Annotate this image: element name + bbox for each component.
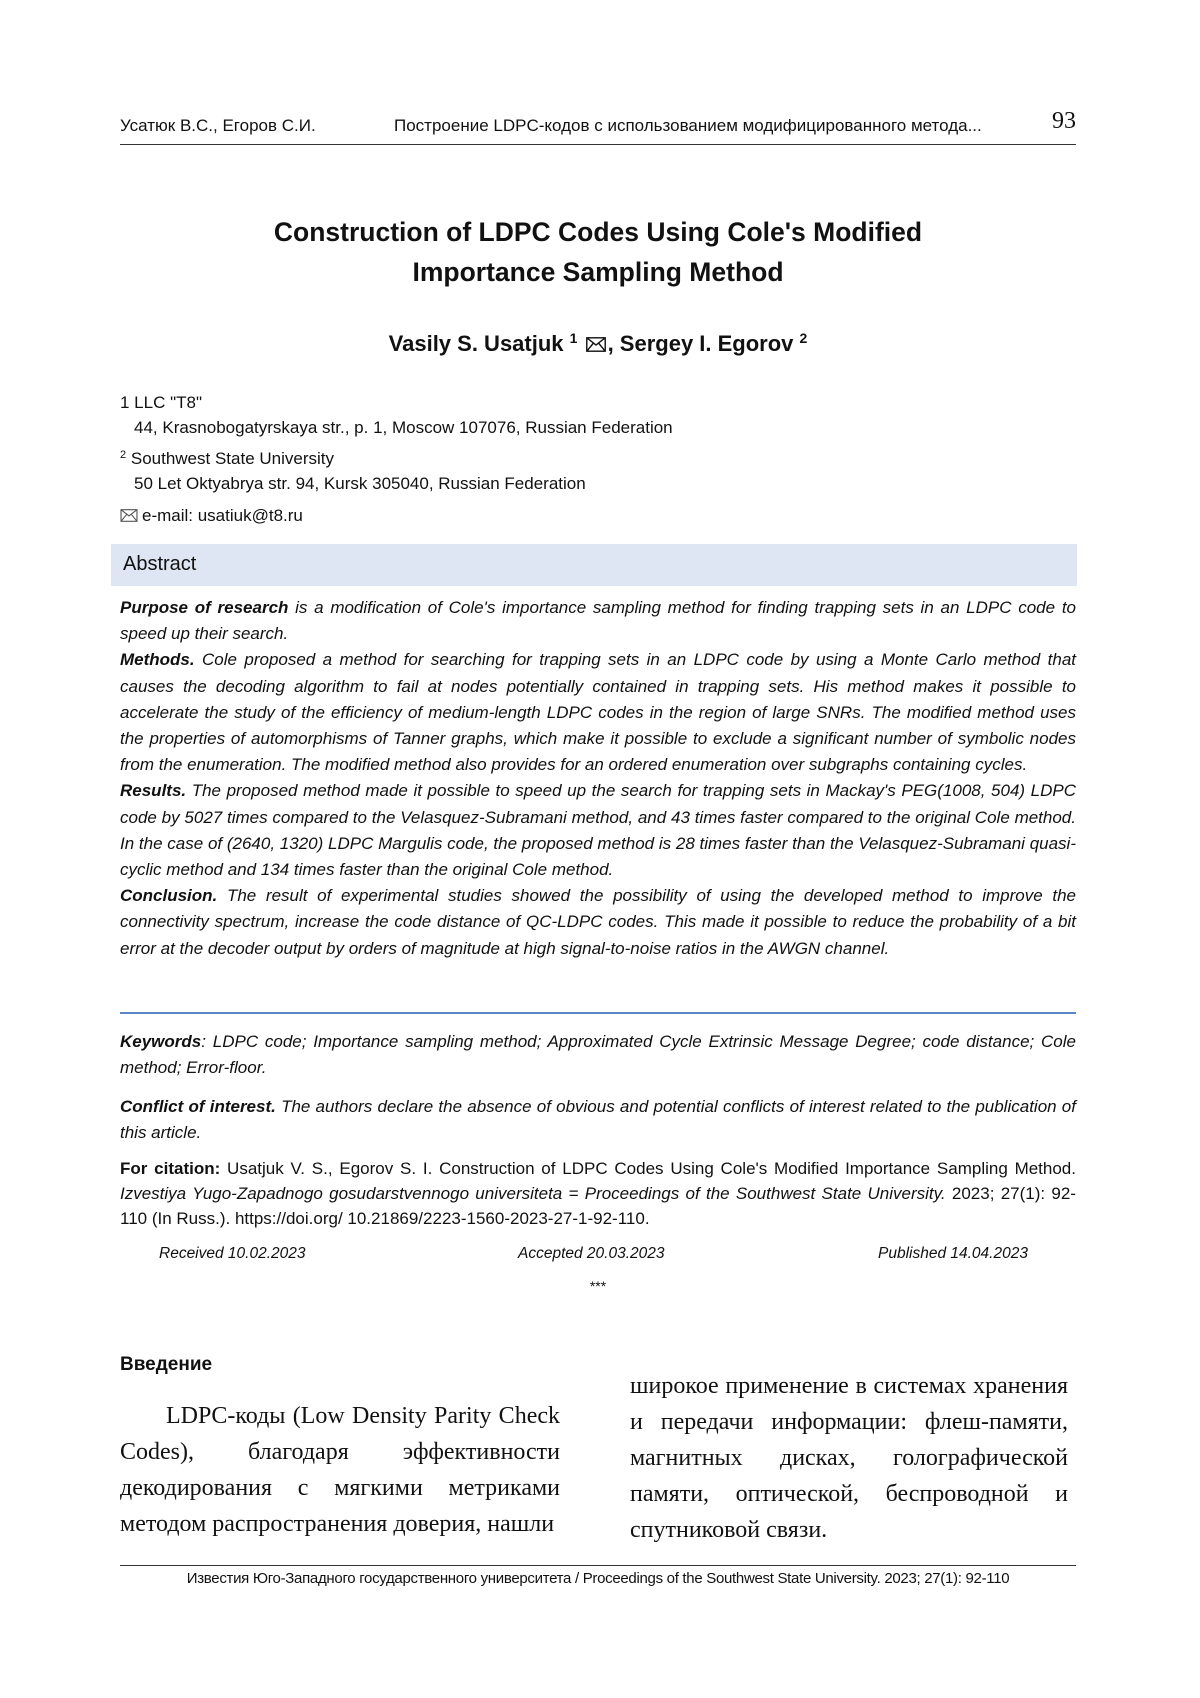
intro-right-column <box>630 1368 1068 1548</box>
abstract-results-text: The proposed method made it possible to speed up the search for trapping sets in Mackay's PEG(1008, 504) LDPC code by 5027 times compared to the Velasquez-Subramani method, and 43 times faster compared to the original Cole method. In the case of (2640, 1320) LDPC Margulis code, the proposed method is 28 times faster than the Velasquez-Subramani quasi-cyclic method and 134 times faster than the original Cole method. <box>120 781 1076 880</box>
journal-footer: Известия Юго-Западного государственного университета / Proceedings of the Southwest State University. 2023; 27(1): 92-110 <box>186 1570 1010 1587</box>
footer-rule <box>120 1565 1076 1566</box>
section-divider <box>120 1012 1076 1014</box>
conflict-label: Conflict of interest. <box>120 1097 276 1116</box>
section-stars: *** <box>589 1278 607 1294</box>
affiliation-name: Southwest State University <box>130 449 335 468</box>
abstract-body <box>120 595 1076 962</box>
abstract-results <box>120 778 1076 883</box>
abstract-methods-label: Methods. <box>120 650 195 670</box>
envelope-icon <box>586 337 606 352</box>
abstract-purpose-text: is a modification of Cole's importance sampling method for finding trapping sets in an LDPC code to speed up their search. <box>120 598 1076 644</box>
page-number: 93 <box>1052 108 1076 134</box>
affiliation-1 <box>120 390 673 440</box>
abstract-heading-bar <box>111 544 1077 586</box>
article-title-line2: Importance Sampling Method <box>412 257 784 287</box>
affiliation-address: 50 Let Oktyabrya str. 94, Kursk 305040, Russian Federation <box>134 474 586 493</box>
affiliation-marker: 2 <box>120 449 127 461</box>
citation-label: For citation: <box>120 1159 221 1178</box>
contact-email <box>120 506 303 526</box>
intro-left-column <box>120 1398 560 1542</box>
abstract-heading: Abstract <box>123 553 197 575</box>
abstract-methods-text: Cole proposed a method for searching for trapping sets in an LDPC code by using a Monte Carlo method that causes the decoding algorithm to fail at nodes potentially contained in trapping sets. His method makes it possible to accelerate the study of the efficiency of medium-length LDPC codes in the region of large SNRs. The modified method uses the properties of automorphisms of Tanner graphs, which make it possible to exclude a significant number of symbolic nodes from the enumeration. The modified method also provides for an ordered enumeration over subgraphs containing cycles. <box>120 650 1076 775</box>
abstract-methods <box>120 647 1076 778</box>
envelope-icon <box>120 509 138 522</box>
date-accepted: Accepted 20.03.2023 <box>518 1245 665 1262</box>
citation <box>120 1156 1076 1231</box>
citation-journal: Izvestiya Yugo-Zapadnogo gosudarstvennogo universiteta = Proceedings of the Southwest State University. <box>120 1184 946 1203</box>
keywords-label: Keywords <box>120 1032 202 1051</box>
affiliation-marker: 1 <box>569 330 578 346</box>
date-received: Received 10.02.2023 <box>159 1245 306 1262</box>
abstract-conclusion-text: The result of experimental studies showed the possibility of using the developed method to improve the connectivity spectrum, increase the code distance of QC-LDPC codes. This made it possible to reduce the probability of a bit error at the decoder output by orders of magnitude at high signal-to-noise ratios in the AWGN channel. <box>120 886 1076 958</box>
article-title <box>120 212 1076 292</box>
affiliation-2 <box>120 443 586 496</box>
citation-doi[interactable]: 2023; 27(1): 92-110 (In Russ.). https://doi.org/ 10.21869/2223-1560-2023-27-1-92-110. <box>120 1184 1076 1228</box>
author-name: , Sergey I. Egorov <box>607 331 794 356</box>
citation-text: Usatjuk V. S., Egorov S. I. Construction of LDPC Codes Using Cole's Modified Importance Sampling Method. <box>220 1159 1076 1178</box>
affiliation-address: 44, Krasnobogatyrskaya str., p. 1, Moscow 107076, Russian Federation <box>134 418 673 437</box>
running-header <box>120 108 1076 145</box>
affiliation-marker: 2 <box>799 330 808 346</box>
abstract-purpose-label: Purpose of research <box>120 598 289 617</box>
email-text[interactable]: e-mail: usatiuk@t8.ru <box>142 506 303 525</box>
intro-heading: Введение <box>120 1354 213 1375</box>
abstract-purpose <box>120 595 1076 647</box>
article-title-line1: Construction of LDPC Codes Using Cole's Modified <box>273 217 923 247</box>
intro-paragraph-continued: широкое применение в системах хранения и передачи информации: флеш-памяти, магнитных дисках, голографической памяти, оптической, беспроводной и спутниковой связи. <box>630 1373 1068 1543</box>
keywords <box>120 1029 1076 1081</box>
running-head-title: Построение LDPC-кодов с использованием модифицированного метода... <box>394 116 982 135</box>
conflict-of-interest <box>120 1094 1076 1146</box>
running-head-authors: Усатюк В.С., Егоров С.И. <box>120 116 316 135</box>
abstract-conclusion-label: Conclusion. <box>120 886 218 906</box>
conflict-text: The authors declare the absence of obvious and potential conflicts of interest related to the publication of this article. <box>120 1097 1076 1142</box>
author-list <box>120 330 1076 357</box>
abstract-conclusion <box>120 883 1076 962</box>
keywords-text: : LDPC code; Importance sampling method; Approximated Cycle Extrinsic Message Degree; code distance; Cole method; Error-floor. <box>120 1032 1076 1077</box>
author-name: Vasily S. Usatjuk <box>388 331 564 356</box>
affiliation-name: 1 LLC "T8" <box>120 393 202 412</box>
intro-paragraph: LDPC-коды (Low Density Parity Check Codes), благодаря эффективности декодирования с мягкими метриками методом распространения доверия, нашли <box>120 1403 560 1537</box>
abstract-results-label: Results. <box>120 781 187 801</box>
date-published: Published 14.04.2023 <box>878 1245 1028 1262</box>
